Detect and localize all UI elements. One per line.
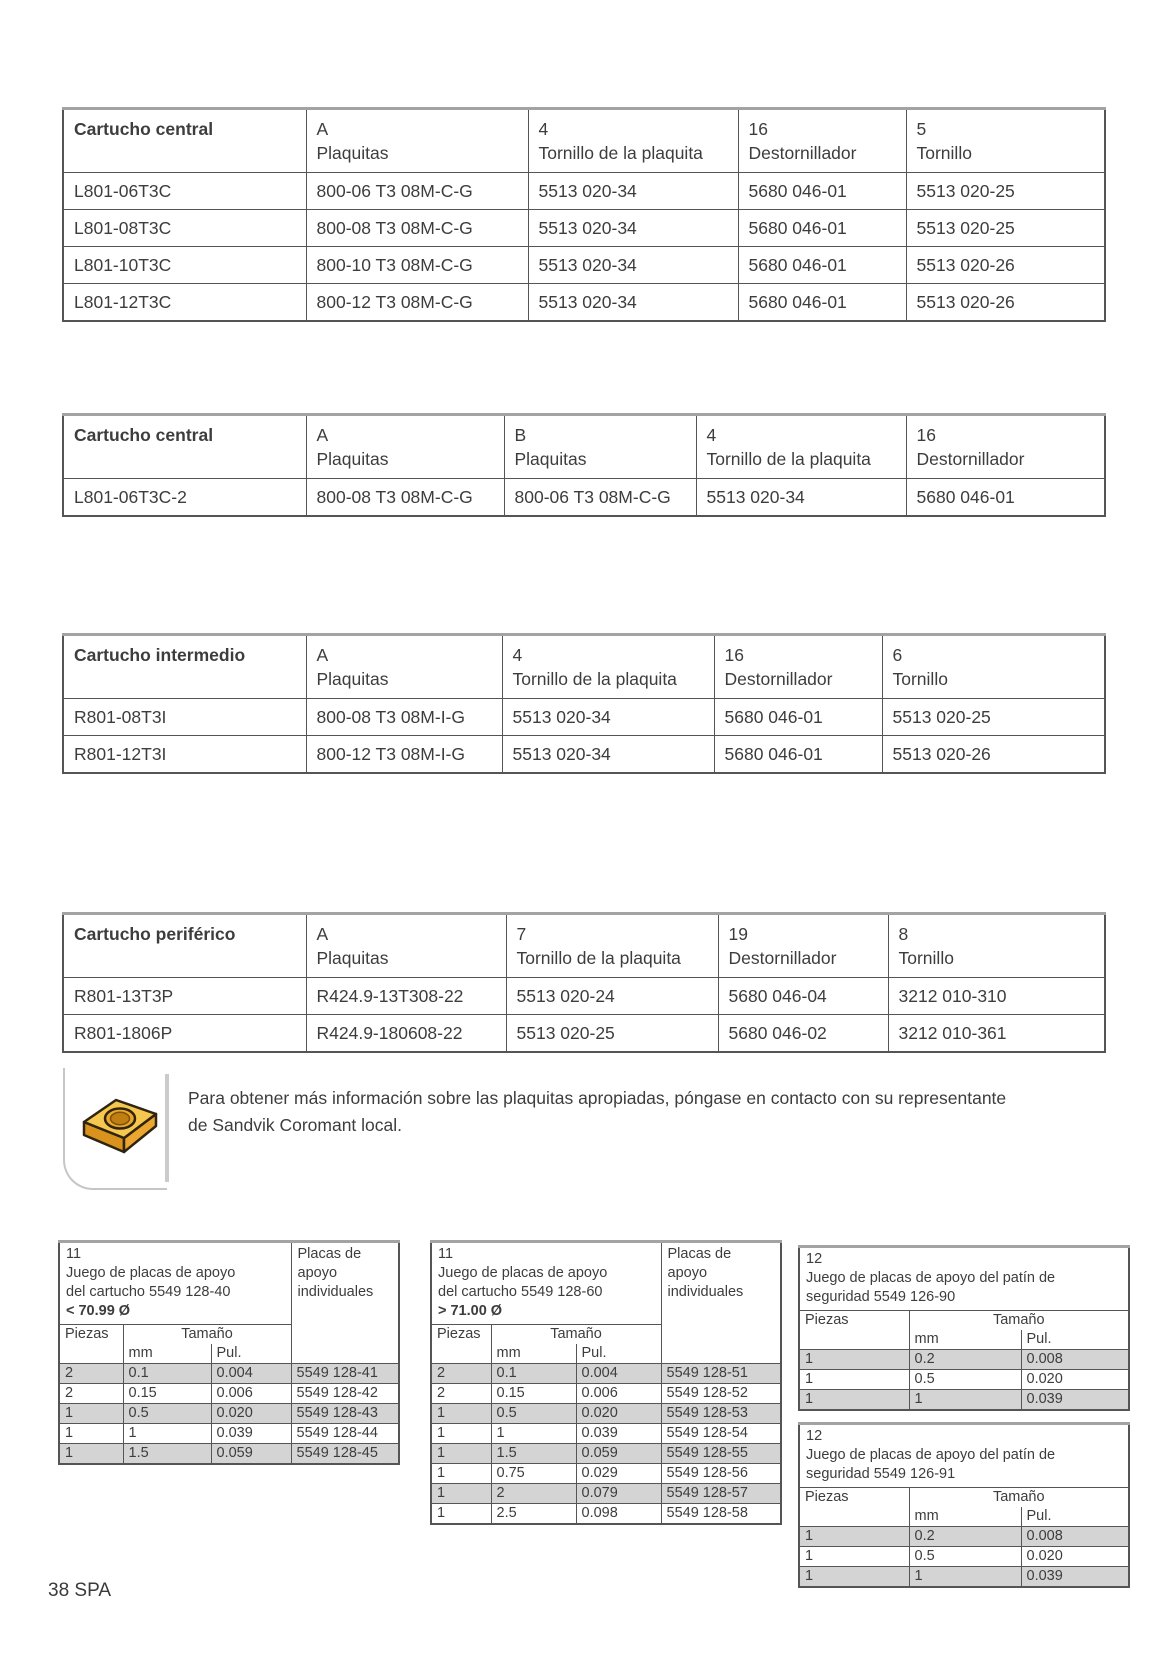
cartucho-central-2-table (62, 413, 1106, 517)
cell: 0.039 (1021, 1567, 1129, 1588)
col-header (906, 109, 1105, 173)
size-header: Tamaño (909, 1488, 1129, 1508)
col-label: Destornillador (748, 143, 857, 163)
cell: 5549 128-44 (291, 1424, 399, 1444)
cell: 1 (491, 1424, 576, 1444)
item-number: 11 (66, 1246, 82, 1262)
table-row (431, 1484, 781, 1504)
table-row (59, 1364, 399, 1384)
col-label: Tornillo (898, 948, 954, 968)
cell: 1 (799, 1567, 909, 1588)
table-row (63, 736, 1105, 774)
table-title: Cartucho intermedio (63, 635, 306, 699)
cell: 5513 020-26 (882, 736, 1105, 774)
cell: 0.5 (909, 1370, 1021, 1390)
cell: 800-08 T3 08M-I-G (306, 699, 502, 736)
cell: 1 (431, 1444, 491, 1464)
table-row (431, 1464, 781, 1484)
individual-shims-label: Placas de apoyo individuales (291, 1242, 399, 1364)
cell: 5549 128-43 (291, 1404, 399, 1424)
cell: 1.5 (123, 1444, 211, 1465)
cell: 2 (59, 1364, 123, 1384)
cell: 0.059 (576, 1444, 661, 1464)
shim-title (59, 1242, 291, 1325)
cell: 0.15 (491, 1384, 576, 1404)
title-line: Juego de placas de apoyo del patín de (806, 1270, 1056, 1286)
shim-title (799, 1424, 1129, 1488)
col-ref: A (316, 924, 329, 944)
cell: 800-08 T3 08M-C-G (306, 479, 504, 517)
cell: 0.039 (1021, 1390, 1129, 1411)
cell: 5680 046-04 (718, 978, 888, 1015)
cell: 1 (799, 1527, 909, 1547)
cell: 2 (59, 1384, 123, 1404)
cell: 5549 128-55 (661, 1444, 781, 1464)
cell: 5513 020-34 (528, 173, 738, 210)
col-header (306, 109, 528, 173)
cell: L801-12T3C (63, 284, 306, 322)
individual-shims-label: Placas de apoyo individuales (661, 1242, 781, 1364)
col-header (506, 914, 718, 978)
col-ref: 19 (728, 924, 748, 944)
table-title: Cartucho central (63, 415, 306, 479)
shim-title (431, 1242, 661, 1325)
col-label: Tornillo (892, 669, 948, 689)
header-row (63, 109, 1105, 173)
col-ref: B (514, 425, 527, 445)
cell: 1 (59, 1424, 123, 1444)
table-row (63, 247, 1105, 284)
title-row (431, 1242, 781, 1325)
cell: 5549 128-57 (661, 1484, 781, 1504)
cell: 0.5 (491, 1404, 576, 1424)
cell: 5549 128-45 (291, 1444, 399, 1465)
cell: R801-12T3I (63, 736, 306, 774)
col-header (888, 914, 1105, 978)
cell: R801-08T3I (63, 699, 306, 736)
col-ref: 16 (724, 645, 744, 665)
cell: 3212 010-310 (888, 978, 1105, 1015)
col-header (528, 109, 738, 173)
col-label: Destornillador (724, 669, 833, 689)
cell: 0.008 (1021, 1350, 1129, 1370)
col-ref: 8 (898, 924, 909, 944)
pieces-header: Piezas (59, 1325, 123, 1364)
cell: 800-12 T3 08M-C-G (306, 284, 528, 322)
inch-header: Pul. (1021, 1330, 1129, 1350)
col-header (906, 415, 1105, 479)
col-label: Plaquitas (514, 449, 587, 469)
cell: 1 (799, 1390, 909, 1411)
item-number: 12 (806, 1251, 823, 1267)
cell: 5549 128-51 (661, 1364, 781, 1384)
cell: 5513 020-24 (506, 978, 718, 1015)
cartucho-central-table (62, 107, 1106, 322)
cell: 800-10 T3 08M-C-G (306, 247, 528, 284)
cell: 5680 046-01 (714, 699, 882, 736)
shim-set-table-128-40 (58, 1240, 400, 1465)
subheader-row (799, 1488, 1129, 1508)
cell: 1 (431, 1404, 491, 1424)
col-header (882, 635, 1105, 699)
cell: L801-10T3C (63, 247, 306, 284)
mm-header: mm (491, 1344, 576, 1364)
col-label: Tornillo de la plaquita (512, 669, 677, 689)
cell: 0.098 (576, 1504, 661, 1525)
title-line: del cartucho 5549 128-60 (438, 1284, 603, 1300)
table-row (799, 1390, 1129, 1411)
title-row (799, 1424, 1129, 1488)
col-label: Tornillo (916, 143, 972, 163)
col-ref: 4 (706, 425, 717, 445)
subheader-row (799, 1311, 1129, 1331)
col-label: Plaquitas (316, 669, 389, 689)
cell: 5513 020-26 (906, 284, 1105, 322)
cell: 1 (431, 1424, 491, 1444)
mm-header: mm (909, 1330, 1021, 1350)
cell: 1 (799, 1350, 909, 1370)
cell: 0.006 (211, 1384, 291, 1404)
table-row (59, 1444, 399, 1465)
cell: 0.15 (123, 1384, 211, 1404)
table-row (431, 1404, 781, 1424)
size-header: Tamaño (123, 1325, 291, 1345)
header-row (63, 635, 1105, 699)
cell: 0.1 (491, 1364, 576, 1384)
col-ref: A (316, 425, 329, 445)
title-row (59, 1242, 399, 1325)
table-row (59, 1424, 399, 1444)
cell: L801-06T3C (63, 173, 306, 210)
cell: 0.75 (491, 1464, 576, 1484)
cell: 2.5 (491, 1504, 576, 1525)
shim-set-table-128-60 (430, 1240, 782, 1525)
cell: 5549 128-54 (661, 1424, 781, 1444)
inch-header: Pul. (211, 1344, 291, 1364)
cell: 1 (431, 1504, 491, 1525)
cell: 5680 046-01 (906, 479, 1105, 517)
cell: 800-06 T3 08M-C-G (306, 173, 528, 210)
cell: R801-13T3P (63, 978, 306, 1015)
cell: 5513 020-25 (906, 210, 1105, 247)
cell: R424.9-13T308-22 (306, 978, 506, 1015)
cell: 5513 020-34 (502, 736, 714, 774)
cell: L801-08T3C (63, 210, 306, 247)
cell: 5680 046-01 (738, 247, 906, 284)
header-row (63, 914, 1105, 978)
cell: 5513 020-25 (506, 1015, 718, 1053)
table-row (63, 173, 1105, 210)
pieces-header: Piezas (799, 1311, 909, 1350)
cell: 5549 128-53 (661, 1404, 781, 1424)
cell: 2 (491, 1484, 576, 1504)
cell: 0.5 (909, 1547, 1021, 1567)
table-row (799, 1567, 1129, 1588)
title-row (799, 1247, 1129, 1311)
table-title: Cartucho central (63, 109, 306, 173)
cell: 0.006 (576, 1384, 661, 1404)
col-header (696, 415, 906, 479)
item-number: 12 (806, 1428, 823, 1444)
cell: 5549 128-52 (661, 1384, 781, 1404)
shim-set-table-126-90 (798, 1245, 1130, 1411)
cell: 0.029 (576, 1464, 661, 1484)
cell: L801-06T3C-2 (63, 479, 306, 517)
cell: 5513 020-25 (906, 173, 1105, 210)
col-ref: 16 (748, 119, 768, 139)
note-line-2: de Sandvik Coromant local. (188, 1115, 402, 1135)
table-row (63, 699, 1105, 736)
col-ref: 7 (516, 924, 527, 944)
note-text (188, 1085, 1118, 1139)
col-ref: 16 (916, 425, 936, 445)
cell: 5513 020-34 (696, 479, 906, 517)
col-label: Tornillo de la plaquita (706, 449, 871, 469)
shim-title (799, 1247, 1129, 1311)
pieces-header: Piezas (799, 1488, 909, 1527)
cartucho-intermedio-table (62, 633, 1106, 774)
title-line: Juego de placas de apoyo (438, 1265, 608, 1281)
inch-header: Pul. (1021, 1507, 1129, 1527)
cell: 0.004 (576, 1364, 661, 1384)
table-row (59, 1404, 399, 1424)
cell: 0.008 (1021, 1527, 1129, 1547)
table-row (799, 1350, 1129, 1370)
table-row (431, 1444, 781, 1464)
table-row (59, 1384, 399, 1404)
cell: 5549 128-56 (661, 1464, 781, 1484)
size-header: Tamaño (491, 1325, 661, 1345)
col-header (306, 914, 506, 978)
col-header (504, 415, 696, 479)
cell: 5513 020-34 (528, 247, 738, 284)
cell: 3212 010-361 (888, 1015, 1105, 1053)
col-label: Destornillador (916, 449, 1025, 469)
cell: 2 (431, 1384, 491, 1404)
cell: 0.2 (909, 1350, 1021, 1370)
table-row (431, 1384, 781, 1404)
col-ref: A (316, 645, 329, 665)
table-row (799, 1370, 1129, 1390)
item-number: 11 (438, 1246, 454, 1262)
cell: 0.039 (576, 1424, 661, 1444)
cell: 0.2 (909, 1527, 1021, 1547)
page-footer: 38 SPA (48, 1580, 112, 1601)
diameter-range: > 71.00 Ø (438, 1303, 503, 1319)
mm-header: mm (909, 1507, 1021, 1527)
cell: R801-1806P (63, 1015, 306, 1053)
cell: R424.9-180608-22 (306, 1015, 506, 1053)
col-ref: 4 (538, 119, 549, 139)
diameter-range: < 70.99 Ø (66, 1303, 131, 1319)
cell: 1 (909, 1567, 1021, 1588)
col-ref: 5 (916, 119, 927, 139)
cell: 1 (431, 1464, 491, 1484)
cell: 5513 020-34 (528, 284, 738, 322)
cell: 800-08 T3 08M-C-G (306, 210, 528, 247)
cell: 5513 020-25 (882, 699, 1105, 736)
pieces-header: Piezas (431, 1325, 491, 1364)
col-label: Plaquitas (316, 948, 389, 968)
cell: 0.079 (576, 1484, 661, 1504)
col-ref: 4 (512, 645, 523, 665)
col-ref: 6 (892, 645, 903, 665)
table-row (431, 1364, 781, 1384)
cell: 1 (431, 1484, 491, 1504)
col-header (306, 635, 502, 699)
mm-header: mm (123, 1344, 211, 1364)
title-line: Juego de placas de apoyo (66, 1265, 236, 1281)
cell: 1 (123, 1424, 211, 1444)
cell: 5549 128-41 (291, 1364, 399, 1384)
col-header (306, 415, 504, 479)
title-line: seguridad 5549 126-91 (806, 1466, 956, 1482)
cell: 1 (799, 1547, 909, 1567)
cell: 2 (431, 1364, 491, 1384)
cell: 800-06 T3 08M-C-G (504, 479, 696, 517)
title-line: del cartucho 5549 128-40 (66, 1284, 231, 1300)
cell: 0.5 (123, 1404, 211, 1424)
cell: 5680 046-01 (738, 173, 906, 210)
cell: 5549 128-58 (661, 1504, 781, 1525)
cell: 0.039 (211, 1424, 291, 1444)
cell: 800-12 T3 08M-I-G (306, 736, 502, 774)
col-label: Tornillo de la plaquita (538, 143, 703, 163)
cell: 0.004 (211, 1364, 291, 1384)
table-row (63, 1015, 1105, 1053)
cell: 5513 020-34 (502, 699, 714, 736)
table-row (63, 210, 1105, 247)
table-row (63, 479, 1105, 517)
cell: 1 (799, 1370, 909, 1390)
table-row (799, 1547, 1129, 1567)
cell: 5680 046-01 (714, 736, 882, 774)
cell: 1 (909, 1390, 1021, 1411)
size-header: Tamaño (909, 1311, 1129, 1331)
cartucho-periferico-table (62, 912, 1106, 1053)
header-row (63, 415, 1105, 479)
cell: 5680 046-01 (738, 284, 906, 322)
col-label: Destornillador (728, 948, 837, 968)
cell: 0.020 (211, 1404, 291, 1424)
cell: 0.020 (576, 1404, 661, 1424)
title-line: Juego de placas de apoyo del patín de (806, 1447, 1056, 1463)
col-header (718, 914, 888, 978)
col-header (714, 635, 882, 699)
table-row (431, 1504, 781, 1525)
cell: 0.020 (1021, 1370, 1129, 1390)
table-row (63, 284, 1105, 322)
cell: 5680 046-01 (738, 210, 906, 247)
note-line-1: Para obtener más información sobre las plaquitas apropiadas, póngase en contacto con su representante (188, 1088, 1007, 1108)
cell: 0.059 (211, 1444, 291, 1465)
col-label: Tornillo de la plaquita (516, 948, 681, 968)
cell: 5680 046-02 (718, 1015, 888, 1053)
cell: 5549 128-42 (291, 1384, 399, 1404)
cell: 5513 020-34 (528, 210, 738, 247)
table-row (799, 1527, 1129, 1547)
col-label: Plaquitas (316, 143, 389, 163)
table-row (63, 978, 1105, 1015)
cell: 1.5 (491, 1444, 576, 1464)
cell: 1 (59, 1404, 123, 1424)
note-divider (165, 1074, 169, 1182)
title-line: seguridad 5549 126-90 (806, 1289, 956, 1305)
shim-set-table-126-91 (798, 1422, 1130, 1588)
col-label: Plaquitas (316, 449, 389, 469)
col-header (738, 109, 906, 173)
cell: 0.1 (123, 1364, 211, 1384)
table-title: Cartucho periférico (63, 914, 306, 978)
col-ref: A (316, 119, 329, 139)
cell: 0.020 (1021, 1547, 1129, 1567)
col-header (502, 635, 714, 699)
inch-header: Pul. (576, 1344, 661, 1364)
table-row (431, 1424, 781, 1444)
cell: 5513 020-26 (906, 247, 1105, 284)
cell: 1 (59, 1444, 123, 1465)
insert-icon (76, 1088, 164, 1169)
